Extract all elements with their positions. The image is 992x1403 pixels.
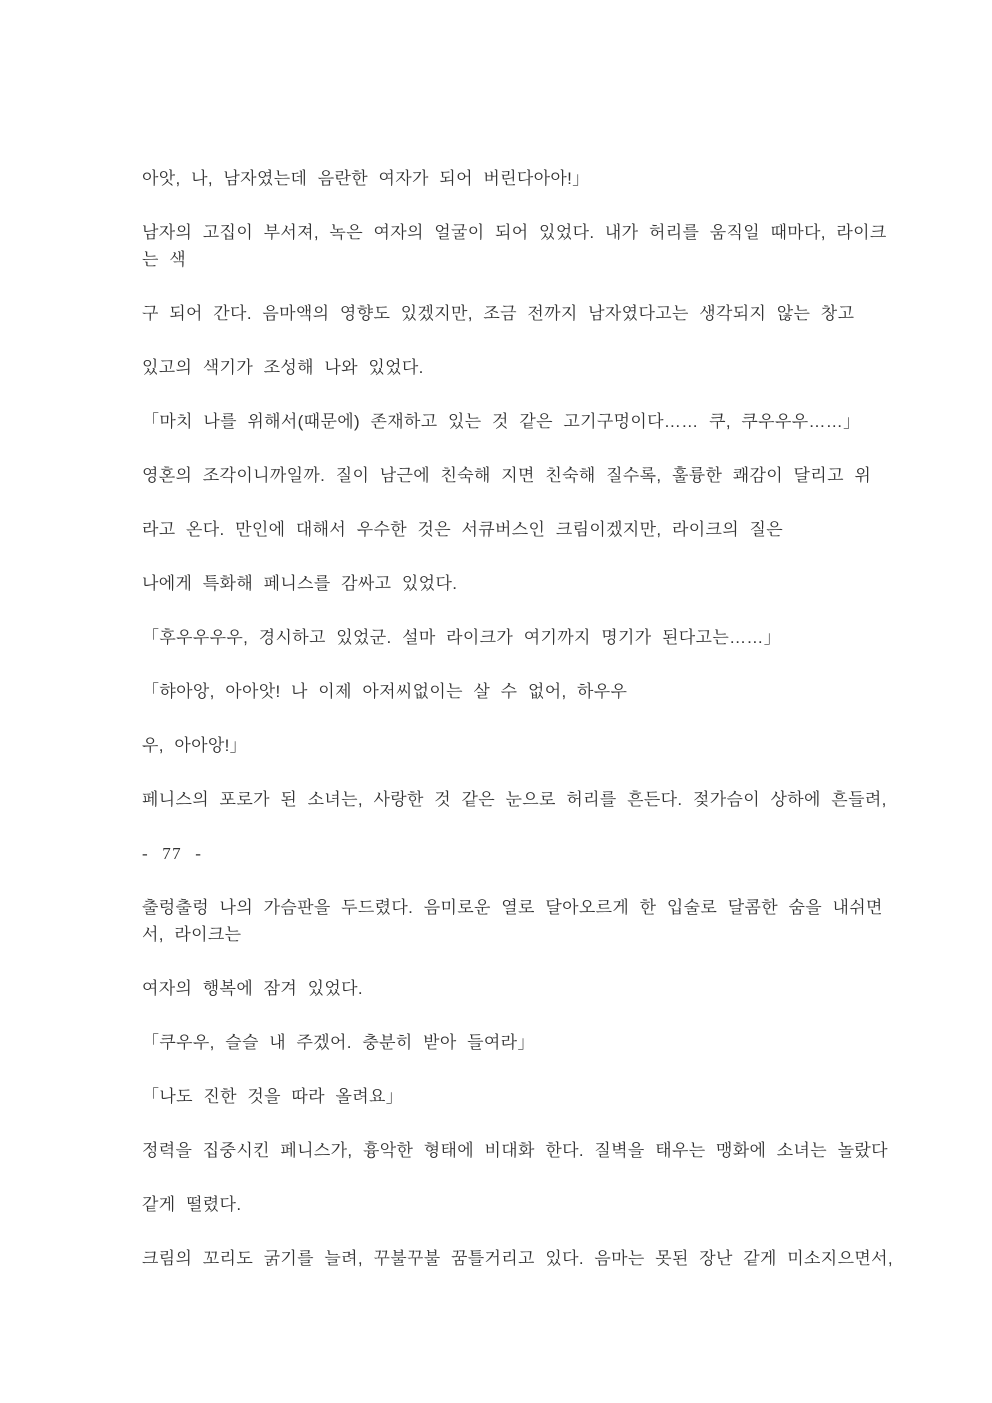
text-line: 아앗, 나, 남자였는데 음란한 여자가 되어 버린다아아!」	[142, 169, 590, 188]
text-line: 「후우우우우, 경시하고 있었군. 설마 라이크가 여기까지 명기가 된다고는……」	[142, 628, 782, 647]
text-line: 영혼의 조각이니까일까. 질이 남근에 친숙해 지면 친숙해 질수록, 훌륭한 쾌감이 달리고 위	[142, 466, 872, 485]
text-line: 우, 아아앙!」	[142, 736, 248, 755]
text-line: 「나도 진한 것을 따라 올려요」	[142, 1087, 404, 1106]
text-line: 정력을 집중시킨 페니스가, 흉악한 형태에 비대화 한다. 질벽을 태우는 맹화에 소녀는 놀랐다	[142, 1141, 888, 1160]
text-line: 「마치 나를 위해서(때문에) 존재하고 있는 것 같은 고기구멍이다…… 쿠, 쿠우우우……」	[142, 412, 861, 431]
text-line: 라고 온다. 만인에 대해서 우수한 것은 서큐버스인 크림이겠지만, 라이크의 질은	[142, 520, 784, 539]
page-number: - 77 -	[142, 844, 203, 863]
text-line: 는 색	[142, 250, 187, 269]
text-line: 구 되어 간다. 음마액의 영향도 있겠지만, 조금 전까지 남자였다고는 생각되지 않는 창고	[142, 304, 855, 323]
text-line: 페니스의 포로가 된 소녀는, 사랑한 것 같은 눈으로 허리를 흔든다. 젖가슴이 상하에 흔들려,	[142, 790, 887, 809]
text-line: 여자의 행복에 잠겨 있었다.	[142, 979, 363, 998]
text-column	[142, 138, 893, 1272]
text-line: 나에게 특화해 페니스를 감싸고 있었다.	[142, 574, 458, 593]
text-line: 「햐아앙, 아아앗! 나 이제 아저씨없이는 살 수 없어, 하우우	[142, 682, 628, 701]
text-line: 출렁출렁 나의 가슴판을 두드렸다. 음미로운 열로 달아오르게 한 입술로 달콤한 숨을 내쉬면	[142, 898, 883, 917]
text-line: 서, 라이크는	[142, 925, 242, 944]
text-line: 있고의 색기가 조성해 나와 있었다.	[142, 358, 424, 377]
text-line: 「쿠우우, 슬슬 내 주겠어. 충분히 받아 들여라」	[142, 1033, 535, 1052]
text-line: 크림의 꼬리도 굵기를 늘려, 꾸불꾸불 꿈틀거리고 있다. 음마는 못된 장난 같게 미소지으면서,	[142, 1249, 893, 1268]
text-line: 같게 떨렸다.	[142, 1195, 242, 1214]
text-line: 남자의 고집이 부서져, 녹은 여자의 얼굴이 되어 있었다. 내가 허리를 움직일 때마다, 라이크	[142, 223, 887, 242]
